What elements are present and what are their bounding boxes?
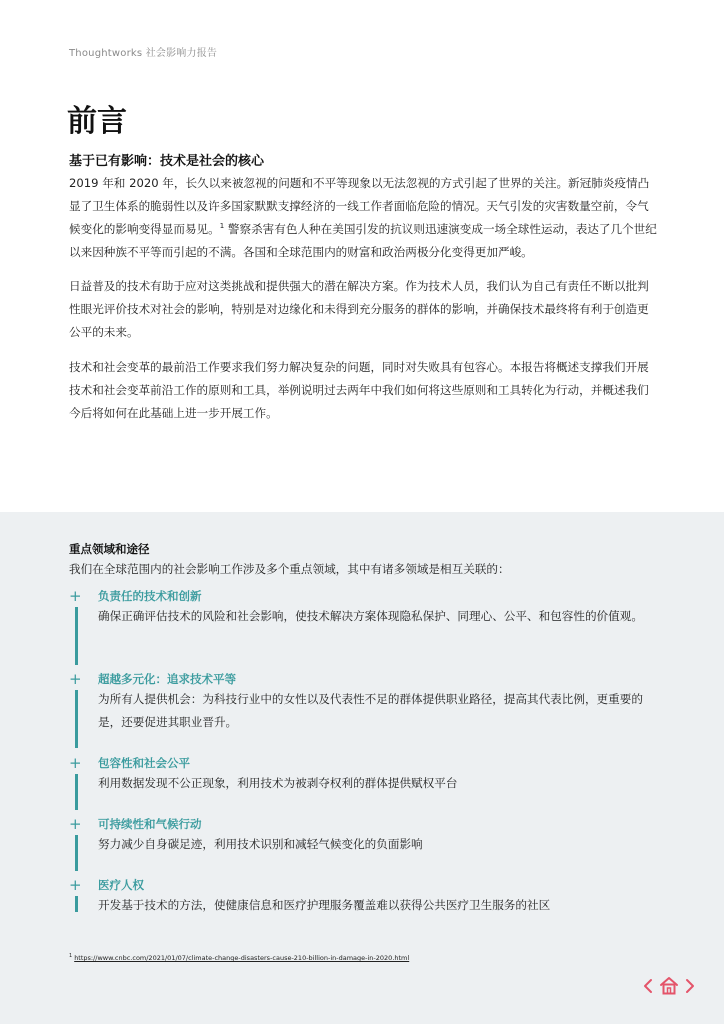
chevron-left-icon[interactable] bbox=[642, 975, 654, 997]
plus-icon: + bbox=[69, 754, 82, 772]
footnote bbox=[69, 953, 409, 962]
footnote-number: 1 bbox=[69, 953, 73, 959]
accent-bar bbox=[75, 774, 78, 810]
paragraph-2: 日益普及的技术有助于应对这类挑战和提供强大的潜在解决方案。作为技术人员，我们认为自己有责任不断以批判性眼光评价技术对社会的影响，特别是对边缘化和未得到充分服务的群体的影响，并确保技术最终将有利于创造更公平的未来。 bbox=[69, 279, 649, 339]
focus-areas-title: 重点领域和途径 bbox=[69, 542, 150, 556]
page-title: 前言 bbox=[67, 104, 127, 139]
plus-icon: + bbox=[69, 670, 82, 688]
home-icon[interactable] bbox=[659, 975, 679, 997]
focus-area-name: 可持续性和气候行动 bbox=[98, 817, 202, 831]
focus-area-description: 努力减少自身碳足迹，利用技术识别和减轻气候变化的负面影响 bbox=[98, 837, 423, 851]
page-navigation bbox=[640, 975, 700, 997]
focus-area-description: 利用数据发现不公正现象，利用技术为被剥夺权利的群体提供赋权平台 bbox=[98, 776, 458, 790]
accent-bar bbox=[75, 690, 78, 748]
focus-area-name: 超越多元化：追求技术平等 bbox=[98, 672, 236, 686]
focus-area-name: 医疗人权 bbox=[98, 878, 144, 892]
paragraph-3: 技术和社会变革的最前沿工作要求我们努力解决复杂的问题，同时对失败具有包容心。本报告将概述支撑我们开展技术和社会变革前沿工作的原则和工具，举例说明过去两年中我们如何将这些原则和工具转化为行动，并概述我们今后将如何在此基础上进一步开展工作。 bbox=[69, 360, 649, 420]
paragraph-1-text-b: 警察杀害有色人种在美国引发的抗议则迅速演变成一场全球性运动，表达了几个世纪以来因种族不平等而引起的不满。各国和全球范围内的财富和政治两极分化变得更加严峻。 bbox=[69, 222, 657, 259]
section-subheading: 基于已有影响：技术是社会的核心 bbox=[69, 154, 265, 169]
focus-area-name: 包容性和社会公平 bbox=[98, 756, 190, 770]
footnote-reference[interactable]: 1 bbox=[219, 222, 225, 231]
accent-bar bbox=[75, 896, 78, 912]
focus-area-description: 为所有人提供机会：为科技行业中的女性以及代表性不足的群体提供职业路径，提高其代表比例，更重要的是，还要促进其职业晋升。 bbox=[98, 692, 643, 729]
running-header: Thoughtworks 社会影响力报告 bbox=[69, 48, 218, 59]
footnote-link[interactable]: https://www.cnbc.com/2021/01/07/climate-change-disasters-cause-210-billion-in-damage-in-2020.html bbox=[74, 954, 410, 963]
plus-icon: + bbox=[69, 876, 82, 894]
focus-area-description: 开发基于技术的方法，使健康信息和医疗护理服务覆盖难以获得公共医疗卫生服务的社区 bbox=[98, 898, 551, 912]
chevron-right-icon[interactable] bbox=[684, 975, 696, 997]
focus-area-name: 负责任的技术和创新 bbox=[98, 589, 202, 603]
paragraph-1 bbox=[69, 172, 659, 264]
focus-areas-intro: 我们在全球范围内的社会影响工作涉及多个重点领域，其中有诸多领域是相互关联的： bbox=[69, 562, 510, 576]
accent-bar bbox=[75, 607, 78, 665]
plus-icon: + bbox=[69, 815, 82, 833]
focus-area-description: 确保正确评估技术的风险和社会影响，使技术解决方案体现隐私保护、同理心、公平、和包容性的价值观。 bbox=[98, 609, 643, 623]
accent-bar bbox=[75, 835, 78, 871]
plus-icon: + bbox=[69, 587, 82, 605]
paragraph-1-text-a: 2019 年和 2020 年，长久以来被忽视的问题和不平等现象以无法忽视的方式引起了世界的关注。新冠肺炎疫情凸显了卫生体系的脆弱性以及许多国家默默支撑经济的一线工作者面临危险的情况。天气引发的灾害数量空前，令气候变化的影响变得显而易见。 bbox=[69, 176, 650, 236]
